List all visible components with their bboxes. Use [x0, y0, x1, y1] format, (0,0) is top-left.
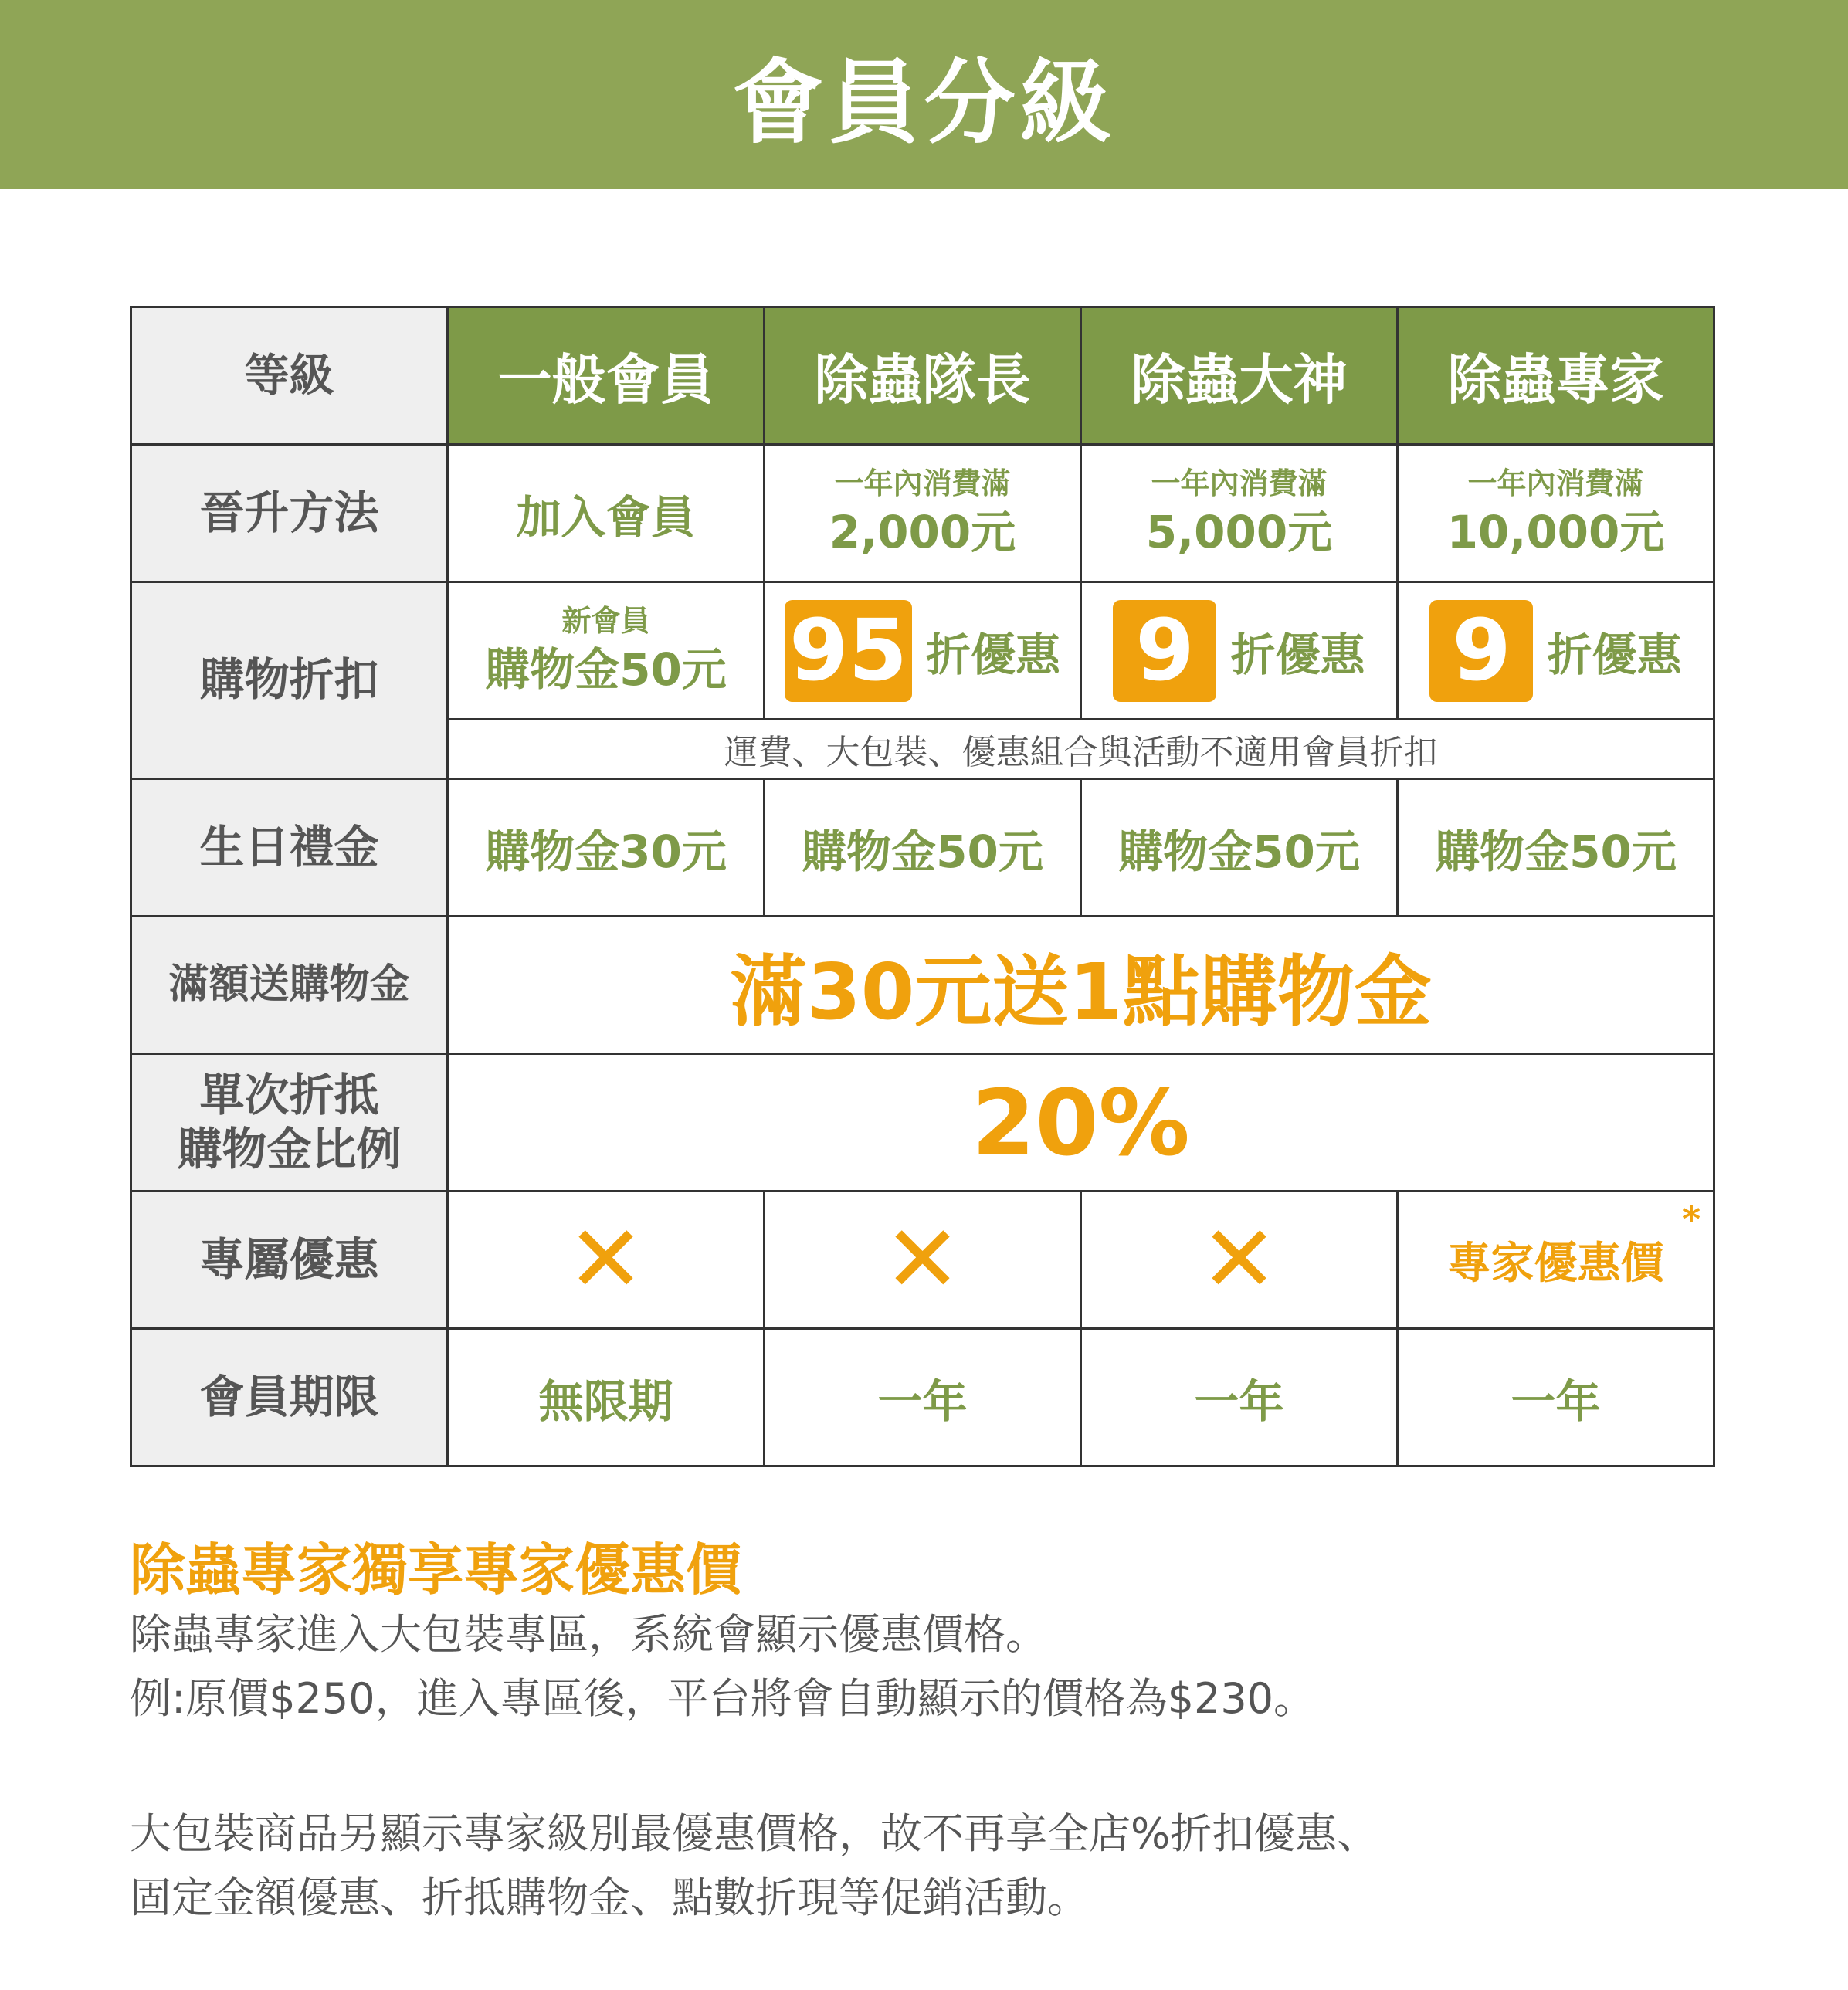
tier-general-header: 一般會員	[448, 307, 765, 445]
asterisk-icon: *	[1681, 1198, 1700, 1240]
offset-label-line1: 單次折抵	[199, 1068, 379, 1121]
birthday-general: 購物金30元	[448, 779, 765, 917]
tier-captain-header: 除蟲隊長	[765, 307, 1081, 445]
exclusive-master	[1081, 1192, 1398, 1329]
exclusive-row	[131, 1192, 1714, 1329]
row-header-birthday: 生日禮金	[131, 779, 448, 917]
cross-icon: ✕	[1200, 1205, 1278, 1314]
upgrade-condition: 一年內消費滿	[834, 466, 1011, 501]
birthday-row	[131, 779, 1714, 917]
discount-captain	[765, 582, 1081, 720]
footer-line-3: 大包裝商品另顯示專家級別最優惠價格，故不再享全店%折扣優惠、	[130, 1809, 1379, 1858]
tier-master-header: 除蟲大神	[1081, 307, 1398, 445]
discount-note: 運費、大包裝、優惠組合與活動不適用會員折扣	[448, 720, 1714, 779]
upgrade-condition: 一年內消費滿	[1467, 466, 1644, 501]
validity-master: 一年	[1081, 1329, 1398, 1466]
cross-icon: ✕	[567, 1205, 645, 1314]
row-header-validity: 會員期限	[131, 1329, 448, 1466]
upgrade-general-text: 加入會員	[516, 490, 696, 544]
upgrade-master	[1081, 445, 1398, 582]
discount-general	[448, 582, 765, 720]
membership-tier-table	[130, 306, 1715, 1467]
discount-general-top: 新會員	[561, 604, 650, 639]
cross-icon: ✕	[883, 1205, 961, 1314]
birthday-captain: 購物金50元	[765, 779, 1081, 917]
discount-master	[1081, 582, 1398, 720]
row-header-exclusive: 專屬優惠	[131, 1192, 448, 1329]
expert-price-label: 專家優惠價	[1447, 1238, 1664, 1289]
tier-expert-header: 除蟲專家	[1398, 307, 1714, 445]
footer-line-2: 例:原價$250，進入專區後，平台將會自動顯示的價格為$230。	[130, 1674, 1316, 1723]
discount-badge: 95	[785, 600, 912, 702]
birthday-master: 購物金50元	[1081, 779, 1398, 917]
validity-captain: 一年	[765, 1329, 1081, 1466]
discount-badge: 9	[1429, 600, 1533, 702]
upgrade-captain	[765, 445, 1081, 582]
upgrade-amount: 5,000元	[1145, 505, 1333, 558]
exclusive-general	[448, 1192, 765, 1329]
row-header-offset	[131, 1054, 448, 1192]
tier-header-row	[131, 307, 1714, 445]
row-header-discount: 購物折扣	[131, 582, 448, 779]
upgrade-amount: 10,000元	[1446, 505, 1665, 558]
discount-general-bottom: 購物金50元	[485, 642, 727, 696]
footer-line-4: 固定金額優惠、折抵購物金、點數折現等促銷活動。	[130, 1873, 1089, 1922]
row-header-points: 滿額送購物金	[131, 917, 448, 1054]
exclusive-expert	[1398, 1192, 1714, 1329]
offset-row	[131, 1054, 1714, 1192]
upgrade-row	[131, 445, 1714, 582]
offset-label-line2: 購物金比例	[177, 1122, 402, 1175]
upgrade-condition: 一年內消費滿	[1151, 466, 1328, 501]
discount-text: 折優惠	[1230, 628, 1365, 681]
upgrade-general	[448, 445, 765, 582]
points-value-cell	[448, 917, 1714, 1054]
discount-text: 折優惠	[1547, 628, 1682, 681]
discount-text: 折優惠	[926, 628, 1061, 681]
validity-row	[131, 1329, 1714, 1466]
upgrade-expert	[1398, 445, 1714, 582]
offset-value: 20%	[971, 1069, 1190, 1176]
exclusive-captain	[765, 1192, 1081, 1329]
offset-value-cell	[448, 1054, 1714, 1192]
points-value: 滿30元送1點購物金	[730, 946, 1432, 1037]
validity-general: 無限期	[448, 1329, 765, 1466]
row-header-level: 等級	[131, 307, 448, 445]
validity-expert: 一年	[1398, 1329, 1714, 1466]
discount-row	[131, 582, 1714, 720]
birthday-expert: 購物金50元	[1398, 779, 1714, 917]
footer-title: 除蟲專家獨享專家優惠價	[130, 1537, 742, 1602]
page-title-banner	[0, 0, 1848, 189]
upgrade-amount: 2,000元	[829, 505, 1016, 558]
points-row	[131, 917, 1714, 1054]
discount-expert	[1398, 582, 1714, 720]
footer-line-1: 除蟲專家進入大包裝專區，系統會顯示優惠價格。	[130, 1610, 1047, 1659]
row-header-upgrade: 晉升方法	[131, 445, 448, 582]
discount-badge: 9	[1113, 600, 1216, 702]
page-title: 會員分級	[732, 49, 1116, 156]
